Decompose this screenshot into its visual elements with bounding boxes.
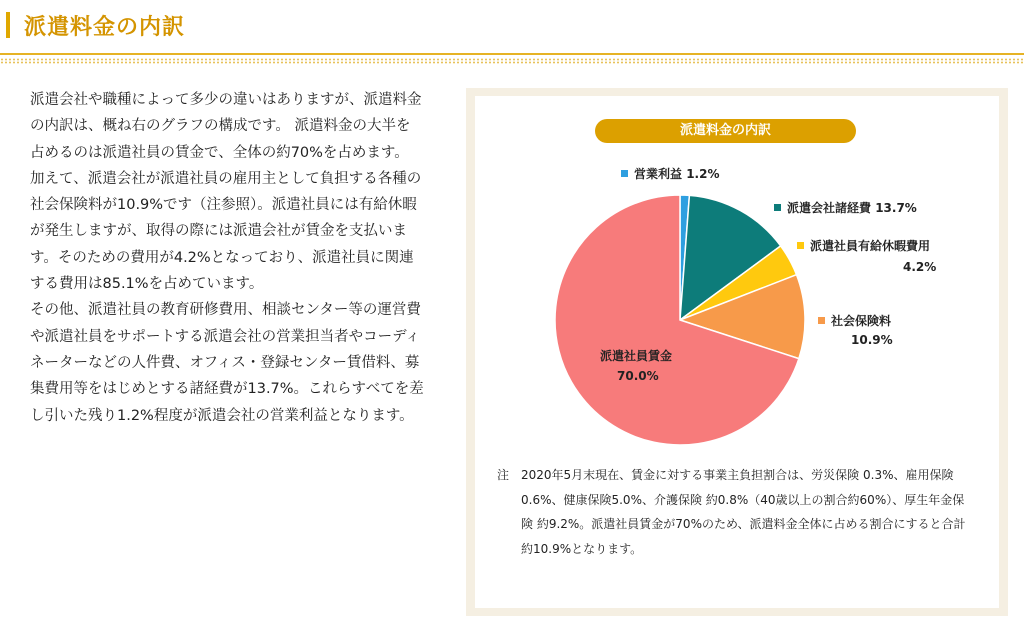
label-social-insurance <box>818 312 891 329</box>
page-title: 派遣料金の内訳 <box>24 15 186 40</box>
chart-title: 派遣料金の内訳 <box>595 119 856 143</box>
label-wages-value: 70.0% <box>617 369 659 383</box>
section-header <box>0 0 1024 52</box>
legend-swatch-social-insurance <box>818 317 825 324</box>
footnote-mark: 注 <box>497 468 510 482</box>
legend-swatch-agency-expenses <box>774 204 781 211</box>
label-text: 派遣社員有給休暇費用 <box>810 239 931 253</box>
label-social-insurance-value: 10.9% <box>851 333 893 347</box>
paragraph-1: 派遣会社や職種によって多少の違いはありますが、派遣料金の内訳は、概ね右のグラフの構成です。 派遣料金の大半を占めるのは派遣社員の賃金で、全体の約70%を占めます。 <box>30 92 422 161</box>
label-text: 派遣会社諸経費 <box>787 201 872 215</box>
header-divider <box>0 53 1024 55</box>
paragraph-2: 加えて、派遣会社が派遣社員の雇用主として負担する各種の社会保険料が10.9%です（注参照）。派遣社員には有給休暇が発生しますが、取得の際には派遣会社が賃金を支払います。そのための費用が4.2%となっており、派遣社員に関連する費用は85.1%を占めています。 <box>30 170 422 293</box>
footnote-text: 2020年5月末現在、賃金に対する事業主負担割合は、労災保険 0.3%、雇用保険0.6%、健康保険5.0%、介護保険 約0.8%（40歳以上の割合約60%）、厚生年金保険 約9.2%。派遣社員賃金が70%のため、派遣料金全体に占める割合にすると合計約10.9%となります。 <box>521 468 966 556</box>
description-text <box>30 87 424 429</box>
pie-chart <box>550 190 810 450</box>
legend-swatch-paid-leave <box>797 242 804 249</box>
label-agency-expenses <box>774 199 917 216</box>
label-text: 社会保険料 <box>831 314 892 328</box>
label-wages: 派遣社員賃金 <box>600 349 673 363</box>
label-value: 1.2% <box>686 167 720 181</box>
dotted-divider <box>0 58 1024 64</box>
label-paid-leave-value: 4.2% <box>903 260 937 274</box>
legend-swatch-operating-profit <box>621 170 628 177</box>
paragraph-3: その他、派遣社員の教育研修費用、相談センター等の運営費や派遣社員をサポートする派遣会社の営業担当者やコーディネーターなどの人件費、オフィス・登録センター賃借料、募集費用等をはじめとする諸経費が13.7%。これらすべてを差し引いた残り1.2%程度が派遣会社の営業利益となります。 <box>30 302 424 424</box>
label-value: 13.7% <box>875 201 917 215</box>
header-accent-bar <box>6 12 10 38</box>
label-paid-leave <box>797 237 930 254</box>
label-text: 営業利益 <box>634 167 683 181</box>
label-operating-profit <box>621 165 719 182</box>
footnote <box>497 463 967 561</box>
